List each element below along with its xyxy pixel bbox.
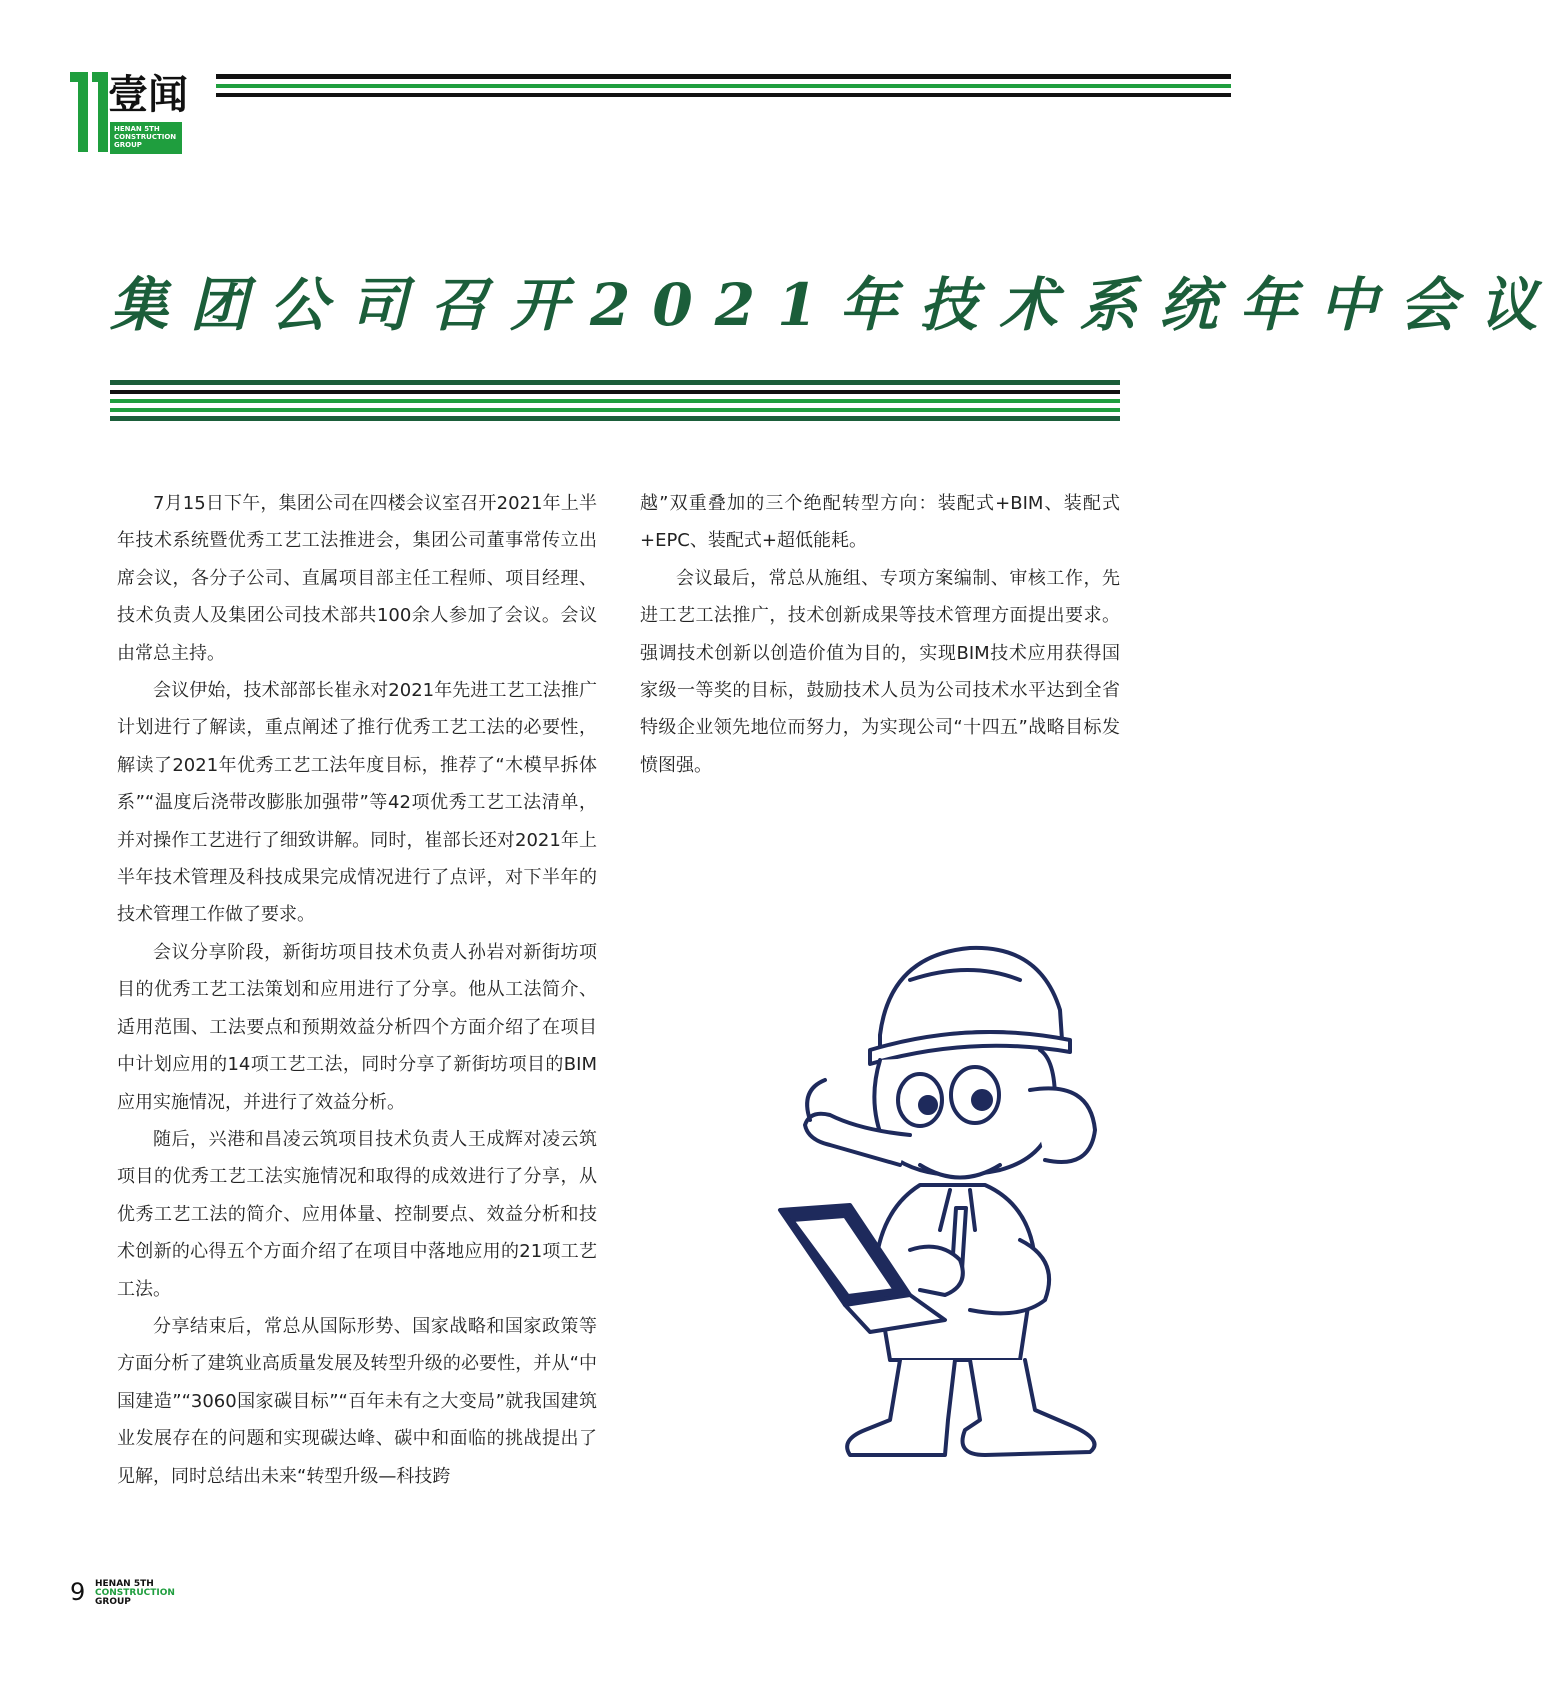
paragraph: 分享结束后，常总从国际形势、国家战略和国家政策等方面分析了建筑业高质量发展及转型升级的必要性，并从“中国建造”“3060国家碳目标”“百年未有之大变局”就我国建筑业发展存在的问题和实现碳达峰、碳中和面临的挑战提出了见解，同时总结出未来“转型升级—科技跨 bbox=[117, 1315, 597, 1487]
paragraph: 会议伊始，技术部部长崔永对2021年先进工艺工法推广计划进行了解读，重点阐述了推行优秀工艺工法的必要性，解读了2021年优秀工艺工法年度目标，推荐了“木模早拆体系”“温度后浇带改膨胀加强带”等42项优秀工艺工法清单，并对操作工艺进行了细致讲解。同时，崔部长还对2021年上半年技术管理及科技成果完成情况进行了点评，对下半年的技术管理工作做了要求。 bbox=[117, 680, 597, 926]
paragraph: 7月15日下午，集团公司在四楼会议室召开2021年上半年技术系统暨优秀工艺工法推进会，集团公司董事常传立出席会议，各分子公司、直属项目部主任工程师、项目经理、技术负责人及集团公司技术部共100余人参加了会议。会议由常总主持。 bbox=[117, 493, 597, 664]
page-number: 9 bbox=[70, 1578, 86, 1606]
footer-brand-line: GROUP bbox=[95, 1597, 131, 1607]
footer-brand bbox=[95, 1580, 175, 1607]
article-title: 集团公司召开2021年技术系统年中会议 bbox=[110, 271, 1559, 339]
paragraph: 会议分享阶段，新街坊项目技术负责人孙岩对新街坊项目的优秀工艺工法策划和应用进行了分享。他从工法简介、适用范围、工法要点和预期效益分析四个方面介绍了在项目中计划应用的14项工艺工法，同时分享了新街坊项目的BIM应用实施情况，并进行了效益分析。 bbox=[117, 941, 597, 1113]
footer-brand-line: CONSTRUCTION bbox=[95, 1588, 175, 1598]
brand-title: 壹闻 bbox=[108, 72, 188, 118]
article-left-column bbox=[117, 485, 597, 1495]
title-rules bbox=[110, 380, 1120, 420]
logo-mark-icon bbox=[70, 72, 108, 152]
paragraph: 随后，兴港和昌凌云筑项目技术负责人王成辉对凌云筑项目的优秀工艺工法实施情况和取得的成效进行了分享，从优秀工艺工法的简介、应用体量、控制要点、效益分析和技术创新的心得五个方面介绍了在项目中落地应用的21项工艺工法。 bbox=[117, 1128, 597, 1300]
paragraph: 会议最后，常总从施组、专项方案编制、审核工作，先进工艺工法推广，技术创新成果等技术管理方面提出要求。强调技术创新以创造价值为目的，实现BIM技术应用获得国家级一等奖的目标，鼓励技术人员为公司技术水平达到全省特级企业领先地位而努力，为实现公司“十四五”战略目标发愤图强。 bbox=[640, 567, 1120, 776]
footer-brand-line: HENAN 5TH bbox=[95, 1579, 154, 1589]
brand-logo-box: HENAN 5TH CONSTRUCTION GROUP bbox=[110, 122, 182, 154]
mascot-elephant-icon bbox=[770, 940, 1120, 1460]
paragraph-continuation: 越”双重叠加的三个绝配转型方向：装配式+BIM、装配式+EPC、装配式+超低能耗。 bbox=[640, 493, 1120, 552]
article-right-column bbox=[640, 485, 1120, 784]
